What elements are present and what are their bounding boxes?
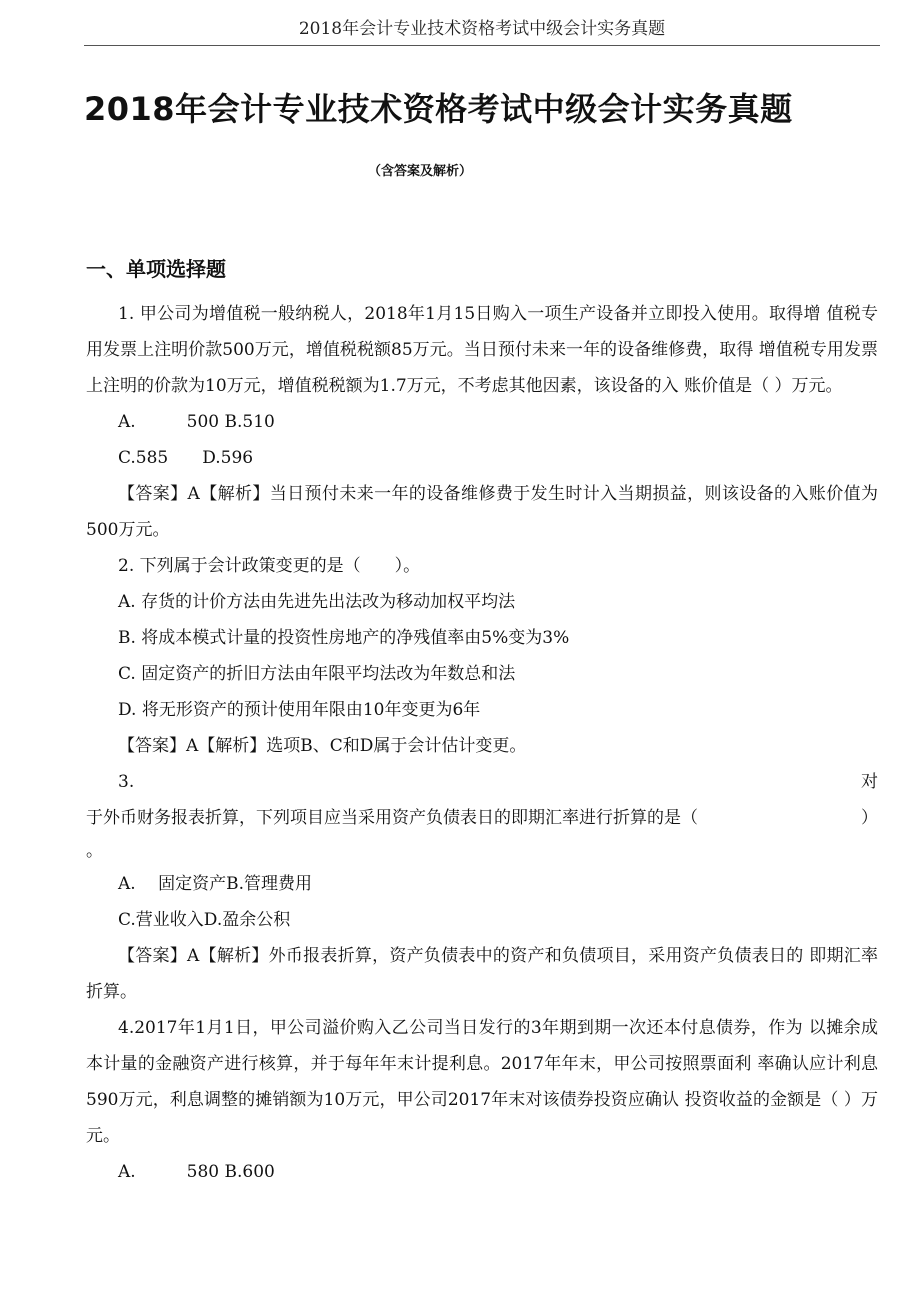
question-1-stem: 1. 甲公司为增值税一般纳税人，2018年1月15日购入一项生产设备并立即投入使用。取得增 值税专用发票上注明价款500万元，增值税税额85万元。当日预付未来一年的设备维修费，取得 增值税专用发票上注明的价款为10万元，增值税税额为1.7万元，不考虑其他因素，该设备的入 账价值是（ ）万元。 [86, 304, 878, 396]
question-2-option-c: C. 固定资产的折旧方法由年限平均法改为年数总和法 [118, 664, 516, 684]
document-title: 2018年会计专业技术资格考试中级会计实务真题 [84, 90, 793, 128]
question-list [86, 296, 878, 1190]
question-3-stem-end: 。 [86, 841, 103, 861]
question-2-answer: 【答案】A【解析】选项B、C和D属于会计估计变更。 [118, 736, 527, 756]
question-2-stem: 2. 下列属于会计政策变更的是（ ）。 [118, 556, 421, 576]
question-3-stem-body: 于外币财务报表折算，下列项目应当采用资产负债表日的即期汇率进行折算的是（ [86, 808, 698, 828]
question-2-option-d: D. 将无形资产的预计使用年限由10年变更为6年 [118, 700, 481, 720]
question-4-option-line: A. 580 B.600 [118, 1162, 275, 1182]
question-1-option-line: C.585 D.596 [118, 448, 254, 468]
section-heading: 一、单项选择题 [86, 257, 226, 281]
question-3-stem-first-line [86, 764, 878, 800]
question-1-answer: 【答案】A【解析】当日预付未来一年的设备维修费于发生时计入当期损益，则该设备的入账价值为500万元。 [86, 484, 878, 540]
document-subtitle: （含答案及解析） [367, 164, 472, 179]
question-3-paren-close: ） [861, 808, 878, 828]
question-2-option-b: B. 将成本模式计量的投资性房地产的净残值率由5%变为3% [118, 628, 570, 648]
question-3-stem-body-line [86, 800, 878, 836]
question-3-answer: 【答案】A【解析】外币报表折算，资产负债表中的资产和负债项目，采用资产负债表日的 即期汇率折算。 [86, 946, 878, 1002]
running-header: 2018年会计专业技术资格考试中级会计实务真题 [84, 14, 880, 46]
question-3-number: 3. [118, 772, 135, 792]
question-4-stem: 4.2017年1月1日，甲公司溢价购入乙公司当日发行的3年期到期一次还本付息债券，作为 以摊余成本计量的金融资产进行核算，并于每年年末计提利息。2017年年末，甲公司按照票面利 率确认应计利息590万元，利息调整的摊销额为10万元，甲公司2017年末对该债券投资应确认 投资收益的金额是（ ）万元。 [86, 1018, 878, 1146]
question-2-option-a: A. 存货的计价方法由先进先出法改为移动加权平均法 [118, 592, 516, 612]
question-3-stem-start: 对 [861, 772, 878, 792]
question-3-option-line: C.营业收入D.盈余公积 [118, 910, 291, 930]
question-3-option-line: A. 固定资产B.管理费用 [118, 874, 312, 894]
question-1-option-line: A. 500 B.510 [118, 412, 275, 432]
